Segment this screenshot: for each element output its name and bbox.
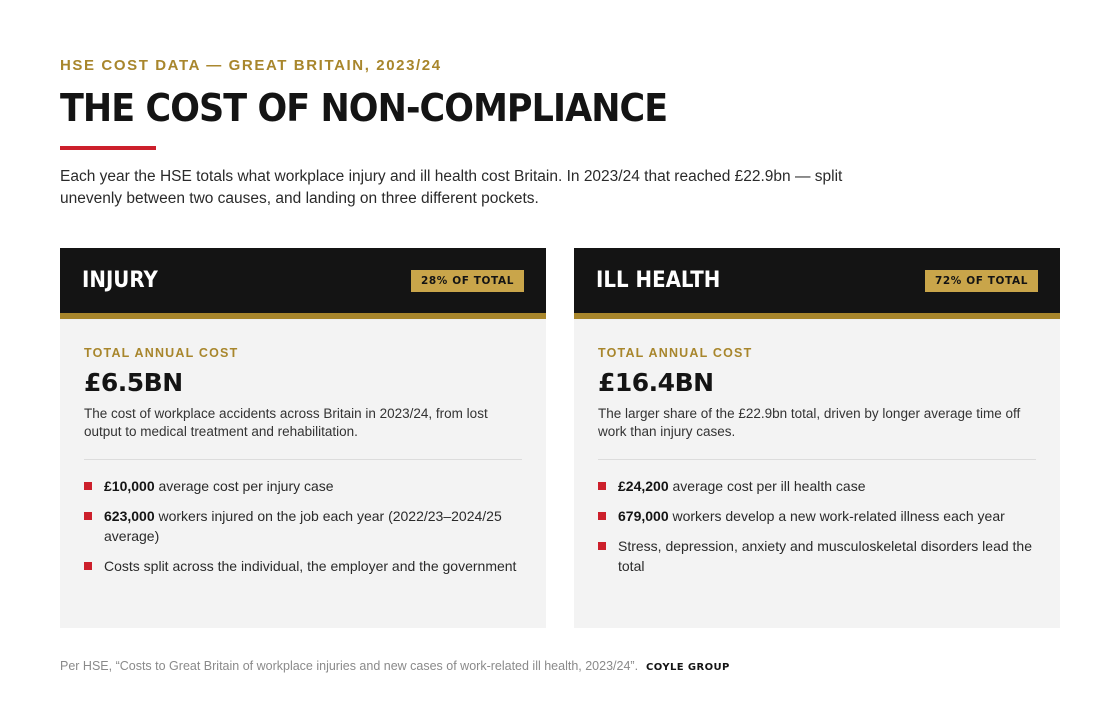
cost-value: £6.5BN	[84, 368, 183, 397]
eyebrow: HSE COST DATA — GREAT BRITAIN, 2023/24	[60, 57, 442, 74]
fact-text: workers develop a new work-related illness each year	[668, 508, 1005, 524]
fact-text: Stress, depression, anxiety and musculoskeletal disorders lead the total	[618, 538, 1032, 574]
fact-figure: 623,000	[104, 508, 155, 524]
facts-list	[598, 476, 1036, 576]
title-underline	[60, 146, 156, 150]
card-body	[574, 319, 1060, 576]
card-header	[60, 248, 546, 319]
bullet-square-icon	[598, 542, 606, 550]
bullet-square-icon	[598, 512, 606, 520]
cost-label: TOTAL ANNUAL COST	[84, 346, 239, 360]
page-title: THE COST OF NON-COMPLIANCE	[60, 86, 668, 130]
cost-value: £16.4BN	[598, 368, 714, 397]
divider	[598, 459, 1036, 460]
header	[60, 56, 1060, 210]
fact-figure: 679,000	[618, 508, 669, 524]
fact-text: average cost per ill health case	[668, 478, 866, 494]
list-item	[598, 536, 1036, 576]
card-title: INJURY	[82, 268, 158, 293]
share-badge: 72% OF TOTAL	[925, 270, 1038, 292]
cards-row	[60, 248, 1060, 628]
cost-label: TOTAL ANNUAL COST	[598, 346, 753, 360]
fact-text: workers injured on the job each year (2022/23–2024/25 average)	[104, 508, 502, 544]
list-item	[84, 556, 522, 576]
list-item	[84, 476, 522, 496]
card-body	[60, 319, 546, 576]
fact-figure: £10,000	[104, 478, 155, 494]
list-item	[84, 506, 522, 546]
divider	[84, 459, 522, 460]
bullet-square-icon	[598, 482, 606, 490]
bullet-square-icon	[84, 482, 92, 490]
share-badge: 28% OF TOTAL	[411, 270, 524, 292]
footer	[60, 656, 730, 678]
card-title: ILL HEALTH	[596, 268, 721, 293]
cost-description: The cost of workplace accidents across Britain in 2023/24, from lost output to medical treatment and rehabilitation.	[84, 406, 488, 439]
cost-description: The larger share of the £22.9bn total, driven by longer average time off work than injury cases.	[598, 406, 1021, 439]
fact-figure: £24,200	[618, 478, 669, 494]
card-injury	[60, 248, 546, 628]
intro-paragraph: Each year the HSE totals what workplace injury and ill health cost Britain. In 2023/24 that reached £22.9bn — split unevenly between two causes, and landing on three different pockets.	[60, 168, 843, 207]
source-note: Per HSE, “Costs to Great Britain of workplace injuries and new cases of work-related ill health, 2023/24”.	[60, 659, 639, 673]
fact-text: average cost per injury case	[154, 478, 334, 494]
bullet-square-icon	[84, 562, 92, 570]
brand-logo: COYLE GROUP	[646, 662, 730, 673]
card-header	[574, 248, 1060, 319]
list-item	[598, 476, 1036, 496]
fact-text: Costs split across the individual, the employer and the government	[104, 558, 517, 574]
bullet-square-icon	[84, 512, 92, 520]
card-ill-health	[574, 248, 1060, 628]
facts-list	[84, 476, 522, 576]
list-item	[598, 506, 1036, 526]
